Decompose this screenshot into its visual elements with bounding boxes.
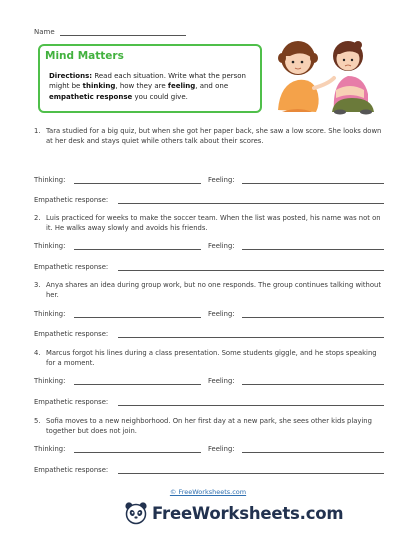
thinking-label: Thinking:: [34, 176, 66, 184]
question-3: [34, 280, 384, 300]
thinking-label: Thinking:: [34, 242, 66, 250]
question-1: [34, 126, 384, 146]
response-row-thinking-feeling: [34, 377, 384, 386]
response-row-thinking-feeling: [34, 176, 384, 185]
directions-part: Read each situation. Write what the person might be: [49, 72, 246, 91]
keyword-empathetic-response: empathetic response: [49, 92, 133, 101]
response-row-thinking-feeling: [34, 242, 384, 251]
thinking-field[interactable]: [74, 183, 201, 184]
empathetic-label: Empathetic response:: [34, 196, 109, 204]
question-2: [34, 213, 384, 233]
feeling-label: Feeling:: [208, 242, 235, 250]
empathetic-label: Empathetic response:: [34, 398, 109, 406]
directions-box: [38, 44, 262, 113]
empathetic-field[interactable]: [118, 473, 384, 474]
empathetic-field[interactable]: [118, 203, 384, 204]
feeling-field[interactable]: [242, 452, 384, 453]
feeling-label: Feeling:: [208, 310, 235, 318]
panda-logo-icon: [124, 501, 148, 525]
question-4: [34, 348, 384, 368]
response-row-empathetic: [34, 263, 384, 272]
feeling-field[interactable]: [242, 249, 384, 250]
question-number: 1.: [34, 127, 41, 135]
question-text: Tara studied for a big quiz, but when she got her paper back, she saw a low score. She looks down at her desk and stays quiet while others talk about their scores.: [46, 127, 382, 146]
thinking-label: Thinking:: [34, 310, 66, 318]
empathetic-field[interactable]: [118, 270, 384, 271]
empathetic-label: Empathetic response:: [34, 466, 109, 474]
feeling-field[interactable]: [242, 317, 384, 318]
question-number: 5.: [34, 417, 41, 425]
question-text: Marcus forgot his lines during a class presentation. Some students giggle, and he stops speaking for a moment.: [46, 349, 377, 368]
brand-logo[interactable]: [124, 500, 343, 526]
thinking-field[interactable]: [74, 249, 201, 250]
question-text: Luis practiced for weeks to make the soccer team. When the list was posted, his name was not on it. He walks away slowly and avoids his friends.: [46, 214, 381, 233]
empathetic-field[interactable]: [118, 405, 384, 406]
question-text: Sofia moves to a new neighborhood. On her first day at a new park, she sees other kids playing together but does not join.: [46, 417, 372, 436]
thinking-label: Thinking:: [34, 377, 66, 385]
directions-label: Directions:: [49, 72, 93, 80]
name-label: Name: [34, 28, 55, 36]
response-row-thinking-feeling: [34, 445, 384, 454]
directions-text: [49, 71, 257, 102]
feeling-label: Feeling:: [208, 176, 235, 184]
directions-part: , and one: [195, 82, 229, 91]
empathetic-label: Empathetic response:: [34, 330, 109, 338]
response-row-empathetic: [34, 330, 384, 339]
directions-part: , how they are: [115, 82, 166, 91]
feeling-label: Feeling:: [208, 445, 235, 453]
worksheet-title: Mind Matters: [45, 50, 124, 62]
copyright-link[interactable]: © FreeWorksheets.com: [169, 488, 247, 496]
brand-name: FreeWorksheets.com: [152, 503, 344, 523]
thinking-field[interactable]: [74, 317, 201, 318]
feeling-field[interactable]: [242, 183, 384, 184]
question-number: 2.: [34, 214, 41, 222]
response-row-empathetic: [34, 196, 384, 205]
thinking-label: Thinking:: [34, 445, 66, 453]
thinking-field[interactable]: [74, 384, 201, 385]
question-text: Anya shares an idea during group work, but no one responds. The group continues talking without her.: [46, 281, 381, 300]
response-row-thinking-feeling: [34, 310, 384, 319]
response-row-empathetic: [34, 466, 384, 475]
question-5: [34, 416, 384, 436]
feeling-field[interactable]: [242, 384, 384, 385]
thinking-field[interactable]: [74, 452, 201, 453]
feeling-label: Feeling:: [208, 377, 235, 385]
empathetic-field[interactable]: [118, 337, 384, 338]
two-children-comforting-illustration: [268, 32, 380, 116]
response-row-empathetic: [34, 398, 384, 407]
empathetic-label: Empathetic response:: [34, 263, 109, 271]
name-row: [34, 28, 186, 36]
question-number: 4.: [34, 349, 41, 357]
directions-part: you could give.: [134, 92, 188, 101]
keyword-thinking: thinking: [82, 82, 116, 91]
question-number: 3.: [34, 281, 41, 289]
keyword-feeling: feeling: [167, 82, 196, 91]
name-field[interactable]: [60, 29, 186, 36]
